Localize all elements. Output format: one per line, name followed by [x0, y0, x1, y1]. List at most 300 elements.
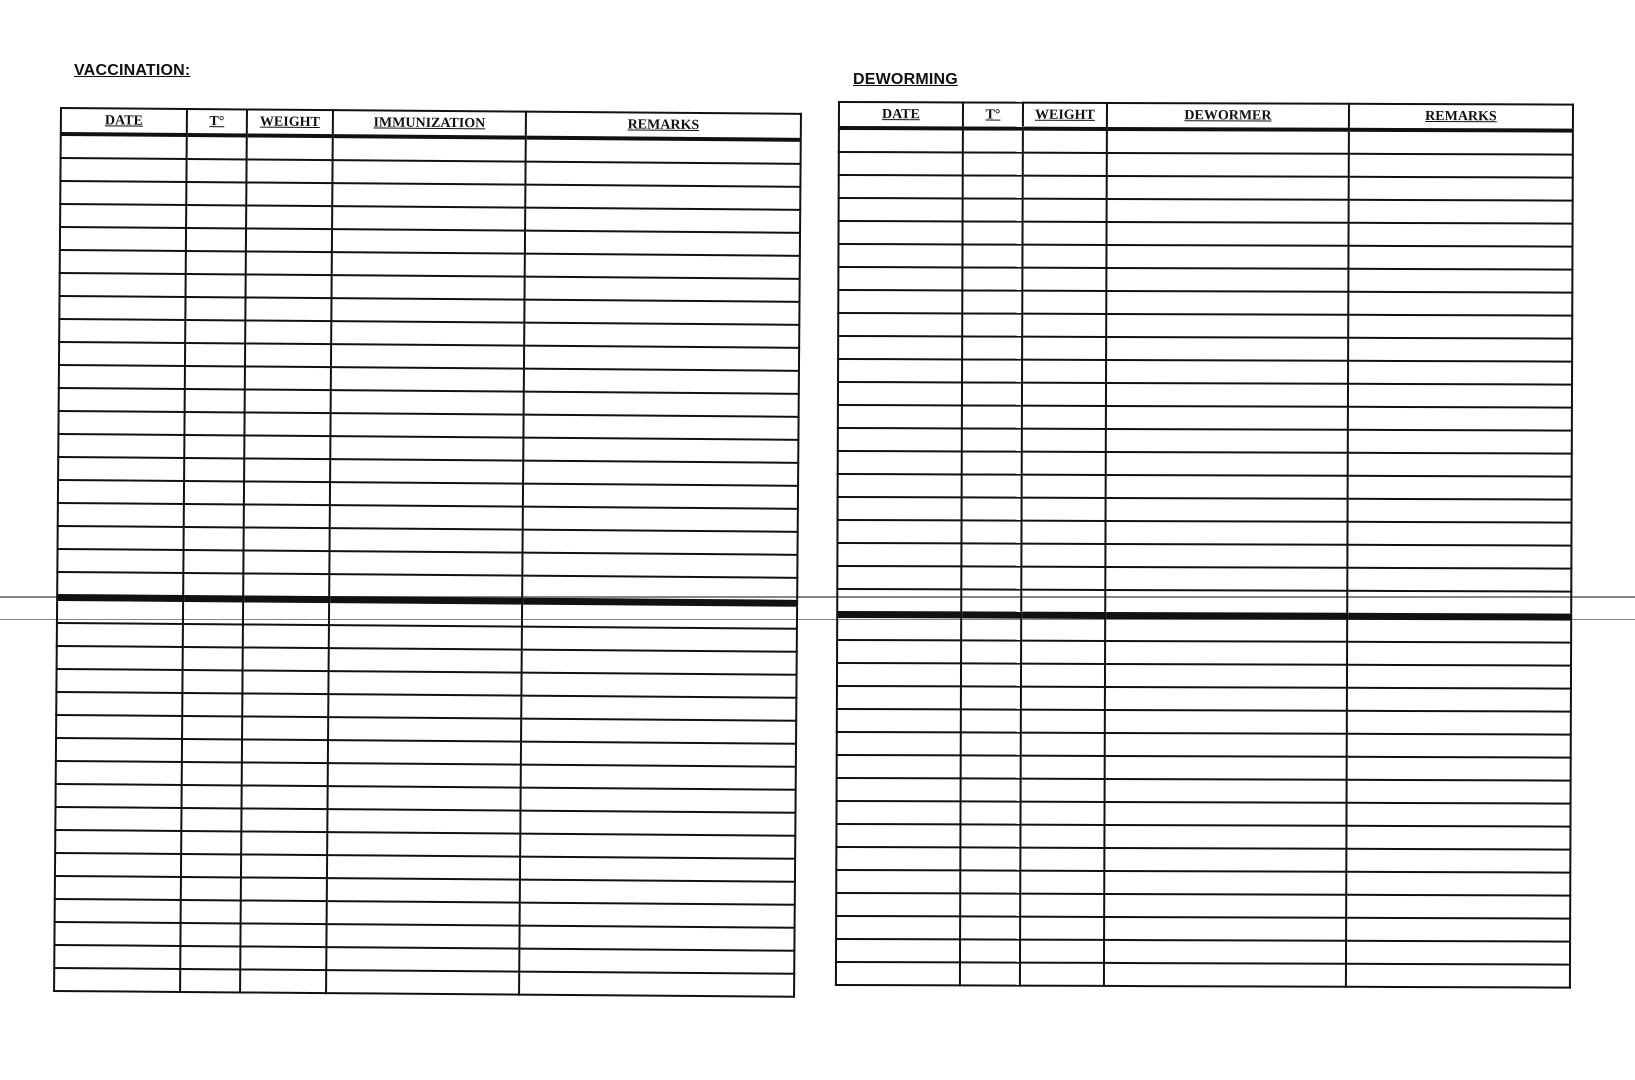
deworming-cell-temperature[interactable]: [962, 244, 1022, 267]
deworming-cell-date[interactable]: [837, 543, 961, 566]
vaccination-cell-date[interactable]: [54, 922, 180, 946]
vaccination-cell-remarks[interactable]: [525, 277, 800, 302]
vaccination-cell-weight[interactable]: [242, 670, 328, 694]
deworming-cell-temperature[interactable]: [962, 405, 1022, 428]
vaccination-cell-immunization[interactable]: [328, 694, 521, 719]
deworming-cell-temperature[interactable]: [962, 382, 1022, 405]
deworming-cell-remarks[interactable]: [1348, 338, 1572, 362]
deworming-cell-weight[interactable]: [1021, 779, 1105, 802]
deworming-cell-date[interactable]: [837, 663, 961, 686]
deworming-cell-date[interactable]: [838, 451, 962, 474]
vaccination-cell-date[interactable]: [55, 853, 181, 877]
deworming-cell-weight[interactable]: [1021, 521, 1105, 544]
deworming-cell-weight[interactable]: [1022, 291, 1106, 314]
deworming-cell-dewormer[interactable]: [1107, 176, 1349, 200]
deworming-cell-date[interactable]: [838, 382, 962, 405]
deworming-cell-weight[interactable]: [1020, 802, 1104, 825]
vaccination-cell-remarks[interactable]: [525, 231, 800, 256]
vaccination-cell-remarks[interactable]: [522, 650, 797, 675]
deworming-cell-date[interactable]: [839, 152, 963, 175]
deworming-cell-date[interactable]: [837, 520, 961, 543]
deworming-cell-temperature[interactable]: [962, 428, 1022, 451]
vaccination-cell-date[interactable]: [60, 158, 186, 182]
vaccination-cell-remarks[interactable]: [522, 627, 797, 652]
vaccination-cell-immunization[interactable]: [332, 229, 525, 254]
deworming-cell-remarks[interactable]: [1347, 545, 1571, 569]
deworming-cell-temperature[interactable]: [963, 128, 1023, 152]
vaccination-cell-weight[interactable]: [244, 435, 330, 459]
deworming-cell-dewormer[interactable]: [1104, 871, 1346, 895]
deworming-cell-dewormer[interactable]: [1106, 314, 1348, 338]
deworming-cell-weight[interactable]: [1023, 153, 1107, 176]
deworming-cell-remarks[interactable]: [1348, 407, 1572, 431]
vaccination-cell-temperature[interactable]: [181, 808, 241, 831]
vaccination-cell-immunization[interactable]: [332, 252, 525, 277]
vaccination-cell-weight[interactable]: [244, 504, 330, 528]
vaccination-cell-weight[interactable]: [241, 877, 327, 901]
deworming-cell-dewormer[interactable]: [1106, 475, 1348, 499]
deworming-cell-remarks[interactable]: [1347, 734, 1571, 758]
vaccination-cell-remarks[interactable]: [523, 461, 798, 486]
vaccination-cell-immunization[interactable]: [332, 160, 525, 185]
vaccination-cell-date[interactable]: [58, 457, 184, 481]
deworming-cell-date[interactable]: [838, 359, 962, 382]
deworming-cell-temperature[interactable]: [960, 801, 1020, 824]
deworming-cell-dewormer[interactable]: [1105, 567, 1347, 591]
deworming-cell-weight[interactable]: [1023, 129, 1107, 153]
deworming-cell-temperature[interactable]: [962, 497, 1022, 520]
deworming-cell-temperature[interactable]: [961, 615, 1021, 641]
vaccination-cell-remarks[interactable]: [521, 765, 796, 790]
deworming-cell-date[interactable]: [839, 175, 963, 198]
deworming-cell-dewormer[interactable]: [1104, 963, 1346, 987]
deworming-cell-date[interactable]: [836, 893, 960, 916]
deworming-cell-remarks[interactable]: [1348, 292, 1572, 316]
vaccination-cell-temperature[interactable]: [185, 389, 245, 412]
deworming-cell-weight[interactable]: [1020, 940, 1104, 963]
vaccination-cell-temperature[interactable]: [184, 435, 244, 458]
vaccination-cell-temperature[interactable]: [182, 670, 242, 693]
deworming-cell-temperature[interactable]: [962, 267, 1022, 290]
vaccination-cell-temperature[interactable]: [182, 739, 242, 762]
vaccination-cell-temperature[interactable]: [184, 412, 244, 435]
vaccination-cell-weight[interactable]: [241, 785, 327, 809]
vaccination-cell-temperature[interactable]: [186, 205, 246, 228]
vaccination-cell-temperature[interactable]: [186, 228, 246, 251]
vaccination-cell-date[interactable]: [60, 204, 186, 228]
vaccination-cell-remarks[interactable]: [524, 392, 799, 417]
deworming-cell-date[interactable]: [836, 801, 960, 824]
vaccination-cell-temperature[interactable]: [181, 900, 241, 923]
deworming-cell-date[interactable]: [838, 405, 962, 428]
vaccination-cell-date[interactable]: [59, 296, 185, 320]
vaccination-cell-immunization[interactable]: [330, 436, 523, 461]
deworming-cell-dewormer[interactable]: [1105, 521, 1347, 545]
deworming-cell-weight[interactable]: [1020, 963, 1104, 986]
vaccination-cell-temperature[interactable]: [184, 527, 244, 550]
vaccination-cell-temperature[interactable]: [181, 831, 241, 854]
deworming-cell-dewormer[interactable]: [1105, 664, 1347, 688]
deworming-cell-remarks[interactable]: [1348, 384, 1572, 408]
deworming-cell-date[interactable]: [837, 640, 961, 663]
vaccination-cell-weight[interactable]: [246, 251, 332, 275]
vaccination-cell-immunization[interactable]: [326, 947, 519, 972]
vaccination-cell-date[interactable]: [59, 342, 185, 366]
deworming-cell-dewormer[interactable]: [1106, 383, 1348, 407]
vaccination-cell-remarks[interactable]: [524, 369, 799, 394]
vaccination-cell-weight[interactable]: [245, 297, 331, 321]
vaccination-cell-remarks[interactable]: [522, 576, 797, 604]
vaccination-cell-immunization[interactable]: [326, 970, 519, 995]
deworming-cell-dewormer[interactable]: [1105, 687, 1347, 711]
deworming-cell-weight[interactable]: [1022, 222, 1106, 245]
deworming-cell-dewormer[interactable]: [1105, 615, 1347, 641]
vaccination-cell-weight[interactable]: [245, 366, 331, 390]
deworming-cell-remarks[interactable]: [1347, 568, 1571, 592]
vaccination-cell-temperature[interactable]: [186, 182, 246, 205]
deworming-cell-weight[interactable]: [1020, 825, 1104, 848]
deworming-cell-weight[interactable]: [1022, 383, 1106, 406]
vaccination-cell-immunization[interactable]: [327, 832, 520, 857]
vaccination-cell-temperature[interactable]: [182, 693, 242, 716]
deworming-cell-dewormer[interactable]: [1106, 406, 1348, 430]
deworming-cell-remarks[interactable]: [1348, 315, 1572, 339]
vaccination-cell-remarks[interactable]: [523, 530, 798, 555]
vaccination-cell-date[interactable]: [55, 830, 181, 854]
vaccination-cell-immunization[interactable]: [331, 367, 524, 392]
vaccination-cell-immunization[interactable]: [328, 763, 521, 788]
deworming-cell-date[interactable]: [836, 916, 960, 939]
vaccination-cell-temperature[interactable]: [187, 135, 247, 159]
deworming-cell-temperature[interactable]: [960, 916, 1020, 939]
deworming-cell-dewormer[interactable]: [1104, 802, 1346, 826]
vaccination-cell-date[interactable]: [57, 646, 183, 670]
deworming-cell-date[interactable]: [837, 566, 961, 589]
vaccination-cell-date[interactable]: [60, 273, 186, 297]
vaccination-cell-weight[interactable]: [241, 831, 327, 855]
deworming-cell-remarks[interactable]: [1346, 803, 1570, 827]
deworming-cell-temperature[interactable]: [962, 313, 1022, 336]
vaccination-cell-temperature[interactable]: [184, 458, 244, 481]
deworming-cell-remarks[interactable]: [1348, 223, 1572, 247]
vaccination-cell-immunization[interactable]: [326, 924, 519, 949]
vaccination-cell-immunization[interactable]: [328, 671, 521, 696]
vaccination-cell-immunization[interactable]: [330, 528, 523, 553]
deworming-cell-temperature[interactable]: [961, 686, 1021, 709]
vaccination-cell-date[interactable]: [59, 365, 185, 389]
deworming-cell-temperature[interactable]: [960, 870, 1020, 893]
deworming-cell-date[interactable]: [837, 778, 961, 801]
deworming-cell-remarks[interactable]: [1347, 757, 1571, 781]
vaccination-cell-weight[interactable]: [241, 854, 327, 878]
deworming-cell-remarks[interactable]: [1347, 780, 1571, 804]
deworming-cell-temperature[interactable]: [963, 152, 1023, 175]
deworming-cell-dewormer[interactable]: [1106, 429, 1348, 453]
vaccination-cell-remarks[interactable]: [519, 926, 794, 951]
vaccination-cell-weight[interactable]: [243, 647, 329, 671]
vaccination-cell-date[interactable]: [58, 526, 184, 550]
deworming-cell-weight[interactable]: [1021, 590, 1105, 616]
deworming-cell-remarks[interactable]: [1347, 591, 1571, 617]
deworming-cell-weight[interactable]: [1021, 710, 1105, 733]
deworming-cell-temperature[interactable]: [962, 290, 1022, 313]
deworming-cell-remarks[interactable]: [1346, 918, 1570, 942]
vaccination-cell-remarks[interactable]: [526, 138, 801, 164]
deworming-cell-date[interactable]: [837, 732, 961, 755]
vaccination-cell-temperature[interactable]: [180, 946, 240, 969]
deworming-cell-date[interactable]: [837, 709, 961, 732]
vaccination-cell-immunization[interactable]: [330, 413, 523, 438]
vaccination-cell-temperature[interactable]: [185, 320, 245, 343]
vaccination-cell-weight[interactable]: [242, 739, 328, 763]
vaccination-cell-weight[interactable]: [242, 762, 328, 786]
vaccination-cell-immunization[interactable]: [329, 574, 522, 601]
vaccination-cell-temperature[interactable]: [181, 785, 241, 808]
deworming-cell-remarks[interactable]: [1346, 941, 1570, 965]
deworming-cell-date[interactable]: [836, 962, 960, 985]
vaccination-cell-temperature[interactable]: [184, 504, 244, 527]
vaccination-cell-temperature[interactable]: [182, 716, 242, 739]
vaccination-cell-date[interactable]: [60, 181, 186, 205]
deworming-cell-date[interactable]: [838, 474, 962, 497]
vaccination-cell-weight[interactable]: [242, 693, 328, 717]
deworming-cell-weight[interactable]: [1022, 360, 1106, 383]
deworming-cell-date[interactable]: [837, 755, 961, 778]
vaccination-cell-weight[interactable]: [241, 900, 327, 924]
vaccination-cell-remarks[interactable]: [521, 673, 796, 698]
deworming-cell-weight[interactable]: [1022, 337, 1106, 360]
deworming-cell-dewormer[interactable]: [1105, 733, 1347, 757]
vaccination-cell-immunization[interactable]: [332, 275, 525, 300]
deworming-cell-weight[interactable]: [1020, 871, 1104, 894]
deworming-cell-temperature[interactable]: [961, 589, 1021, 615]
vaccination-cell-weight[interactable]: [246, 274, 332, 298]
vaccination-cell-immunization[interactable]: [329, 551, 522, 576]
vaccination-cell-remarks[interactable]: [523, 438, 798, 463]
deworming-cell-date[interactable]: [836, 870, 960, 893]
vaccination-cell-temperature[interactable]: [181, 877, 241, 900]
vaccination-cell-temperature[interactable]: [186, 159, 246, 182]
vaccination-cell-date[interactable]: [57, 572, 183, 598]
vaccination-cell-immunization[interactable]: [331, 344, 524, 369]
vaccination-cell-date[interactable]: [60, 250, 186, 274]
vaccination-cell-weight[interactable]: [246, 205, 332, 229]
vaccination-cell-date[interactable]: [58, 480, 184, 504]
deworming-cell-date[interactable]: [837, 615, 961, 641]
vaccination-cell-date[interactable]: [56, 692, 182, 716]
vaccination-cell-date[interactable]: [58, 434, 184, 458]
deworming-cell-weight[interactable]: [1020, 917, 1104, 940]
deworming-cell-date[interactable]: [836, 939, 960, 962]
deworming-cell-dewormer[interactable]: [1105, 756, 1347, 780]
vaccination-cell-weight[interactable]: [243, 573, 329, 599]
vaccination-cell-immunization[interactable]: [329, 600, 522, 627]
deworming-cell-dewormer[interactable]: [1106, 360, 1348, 384]
vaccination-cell-immunization[interactable]: [329, 625, 522, 650]
deworming-cell-temperature[interactable]: [961, 778, 1021, 801]
vaccination-cell-temperature[interactable]: [184, 481, 244, 504]
vaccination-cell-date[interactable]: [61, 134, 187, 159]
vaccination-cell-temperature[interactable]: [183, 598, 243, 624]
vaccination-cell-immunization[interactable]: [329, 648, 522, 673]
vaccination-cell-weight[interactable]: [244, 481, 330, 505]
deworming-cell-dewormer[interactable]: [1106, 452, 1348, 476]
vaccination-cell-immunization[interactable]: [331, 390, 524, 415]
vaccination-cell-remarks[interactable]: [521, 742, 796, 767]
deworming-cell-dewormer[interactable]: [1106, 291, 1348, 315]
vaccination-cell-date[interactable]: [58, 411, 184, 435]
deworming-cell-temperature[interactable]: [960, 962, 1020, 985]
deworming-cell-dewormer[interactable]: [1105, 544, 1347, 568]
deworming-cell-remarks[interactable]: [1347, 665, 1571, 689]
vaccination-cell-remarks[interactable]: [525, 162, 800, 187]
vaccination-cell-weight[interactable]: [247, 135, 333, 160]
deworming-cell-temperature[interactable]: [961, 732, 1021, 755]
deworming-cell-dewormer[interactable]: [1105, 641, 1347, 665]
deworming-cell-remarks[interactable]: [1349, 200, 1573, 224]
vaccination-cell-weight[interactable]: [240, 969, 326, 993]
deworming-cell-remarks[interactable]: [1348, 269, 1572, 293]
deworming-cell-temperature[interactable]: [962, 474, 1022, 497]
vaccination-cell-date[interactable]: [54, 945, 180, 969]
deworming-cell-temperature[interactable]: [961, 566, 1021, 589]
deworming-cell-remarks[interactable]: [1348, 476, 1572, 500]
deworming-cell-dewormer[interactable]: [1106, 337, 1348, 361]
deworming-cell-dewormer[interactable]: [1107, 199, 1349, 223]
vaccination-cell-date[interactable]: [55, 807, 181, 831]
deworming-cell-date[interactable]: [839, 198, 963, 221]
deworming-cell-remarks[interactable]: [1346, 964, 1570, 988]
vaccination-cell-remarks[interactable]: [525, 185, 800, 210]
vaccination-cell-date[interactable]: [60, 227, 186, 251]
vaccination-cell-weight[interactable]: [240, 923, 326, 947]
deworming-cell-weight[interactable]: [1022, 429, 1106, 452]
deworming-cell-date[interactable]: [838, 313, 962, 336]
vaccination-cell-weight[interactable]: [244, 412, 330, 436]
vaccination-cell-remarks[interactable]: [520, 903, 795, 928]
vaccination-cell-immunization[interactable]: [333, 136, 526, 162]
deworming-cell-remarks[interactable]: [1347, 688, 1571, 712]
deworming-cell-remarks[interactable]: [1346, 849, 1570, 873]
vaccination-cell-temperature[interactable]: [183, 647, 243, 670]
deworming-cell-remarks[interactable]: [1349, 130, 1573, 155]
deworming-cell-temperature[interactable]: [961, 709, 1021, 732]
vaccination-cell-immunization[interactable]: [327, 786, 520, 811]
deworming-cell-weight[interactable]: [1021, 544, 1105, 567]
vaccination-cell-remarks[interactable]: [523, 415, 798, 440]
deworming-cell-dewormer[interactable]: [1104, 848, 1346, 872]
vaccination-cell-remarks[interactable]: [523, 507, 798, 532]
deworming-cell-date[interactable]: [837, 686, 961, 709]
vaccination-cell-date[interactable]: [55, 899, 181, 923]
vaccination-cell-immunization[interactable]: [327, 901, 520, 926]
deworming-cell-temperature[interactable]: [961, 520, 1021, 543]
deworming-cell-temperature[interactable]: [961, 640, 1021, 663]
vaccination-cell-remarks[interactable]: [523, 484, 798, 509]
vaccination-cell-temperature[interactable]: [186, 251, 246, 274]
vaccination-cell-weight[interactable]: [246, 228, 332, 252]
deworming-cell-date[interactable]: [838, 290, 962, 313]
vaccination-cell-weight[interactable]: [242, 716, 328, 740]
vaccination-cell-temperature[interactable]: [181, 854, 241, 877]
deworming-cell-weight[interactable]: [1023, 176, 1107, 199]
deworming-cell-remarks[interactable]: [1349, 154, 1573, 178]
deworming-cell-date[interactable]: [838, 244, 962, 267]
vaccination-cell-remarks[interactable]: [522, 553, 797, 578]
deworming-cell-remarks[interactable]: [1349, 177, 1573, 201]
vaccination-cell-date[interactable]: [56, 761, 182, 785]
deworming-cell-temperature[interactable]: [960, 824, 1020, 847]
deworming-cell-remarks[interactable]: [1346, 895, 1570, 919]
vaccination-cell-weight[interactable]: [245, 343, 331, 367]
vaccination-cell-date[interactable]: [56, 715, 182, 739]
vaccination-cell-immunization[interactable]: [331, 321, 524, 346]
vaccination-cell-immunization[interactable]: [332, 183, 525, 208]
vaccination-cell-temperature[interactable]: [185, 366, 245, 389]
deworming-cell-temperature[interactable]: [962, 359, 1022, 382]
deworming-cell-weight[interactable]: [1021, 733, 1105, 756]
deworming-cell-temperature[interactable]: [963, 198, 1023, 221]
deworming-cell-dewormer[interactable]: [1106, 245, 1348, 269]
deworming-cell-remarks[interactable]: [1348, 453, 1572, 477]
vaccination-cell-remarks[interactable]: [519, 949, 794, 974]
deworming-cell-weight[interactable]: [1022, 314, 1106, 337]
deworming-cell-remarks[interactable]: [1347, 522, 1571, 546]
deworming-cell-remarks[interactable]: [1347, 711, 1571, 735]
deworming-cell-dewormer[interactable]: [1106, 268, 1348, 292]
deworming-cell-weight[interactable]: [1020, 894, 1104, 917]
deworming-cell-remarks[interactable]: [1348, 430, 1572, 454]
deworming-cell-weight[interactable]: [1022, 406, 1106, 429]
vaccination-cell-temperature[interactable]: [180, 923, 240, 946]
vaccination-cell-date[interactable]: [57, 623, 183, 647]
vaccination-cell-weight[interactable]: [246, 182, 332, 206]
vaccination-cell-immunization[interactable]: [327, 878, 520, 903]
deworming-cell-temperature[interactable]: [962, 451, 1022, 474]
deworming-cell-date[interactable]: [839, 221, 963, 244]
deworming-cell-date[interactable]: [838, 336, 962, 359]
deworming-cell-weight[interactable]: [1020, 848, 1104, 871]
deworming-cell-weight[interactable]: [1021, 756, 1105, 779]
vaccination-cell-remarks[interactable]: [522, 601, 797, 629]
vaccination-cell-immunization[interactable]: [328, 717, 521, 742]
vaccination-cell-immunization[interactable]: [327, 855, 520, 880]
deworming-cell-date[interactable]: [839, 128, 963, 152]
vaccination-cell-weight[interactable]: [244, 458, 330, 482]
deworming-cell-temperature[interactable]: [963, 175, 1023, 198]
deworming-cell-dewormer[interactable]: [1105, 710, 1347, 734]
deworming-cell-weight[interactable]: [1022, 452, 1106, 475]
deworming-cell-weight[interactable]: [1022, 245, 1106, 268]
deworming-cell-weight[interactable]: [1022, 475, 1106, 498]
deworming-cell-date[interactable]: [838, 497, 962, 520]
deworming-cell-dewormer[interactable]: [1107, 129, 1349, 154]
vaccination-cell-date[interactable]: [54, 968, 180, 992]
vaccination-cell-immunization[interactable]: [332, 206, 525, 231]
deworming-cell-temperature[interactable]: [961, 755, 1021, 778]
vaccination-cell-temperature[interactable]: [183, 550, 243, 573]
deworming-cell-remarks[interactable]: [1347, 642, 1571, 666]
vaccination-cell-date[interactable]: [57, 597, 183, 623]
deworming-cell-dewormer[interactable]: [1104, 825, 1346, 849]
vaccination-cell-remarks[interactable]: [520, 880, 795, 905]
vaccination-cell-weight[interactable]: [243, 550, 329, 574]
deworming-cell-remarks[interactable]: [1346, 872, 1570, 896]
vaccination-cell-weight[interactable]: [243, 599, 329, 625]
deworming-cell-dewormer[interactable]: [1107, 153, 1349, 177]
vaccination-cell-date[interactable]: [59, 319, 185, 343]
deworming-cell-weight[interactable]: [1021, 615, 1105, 641]
